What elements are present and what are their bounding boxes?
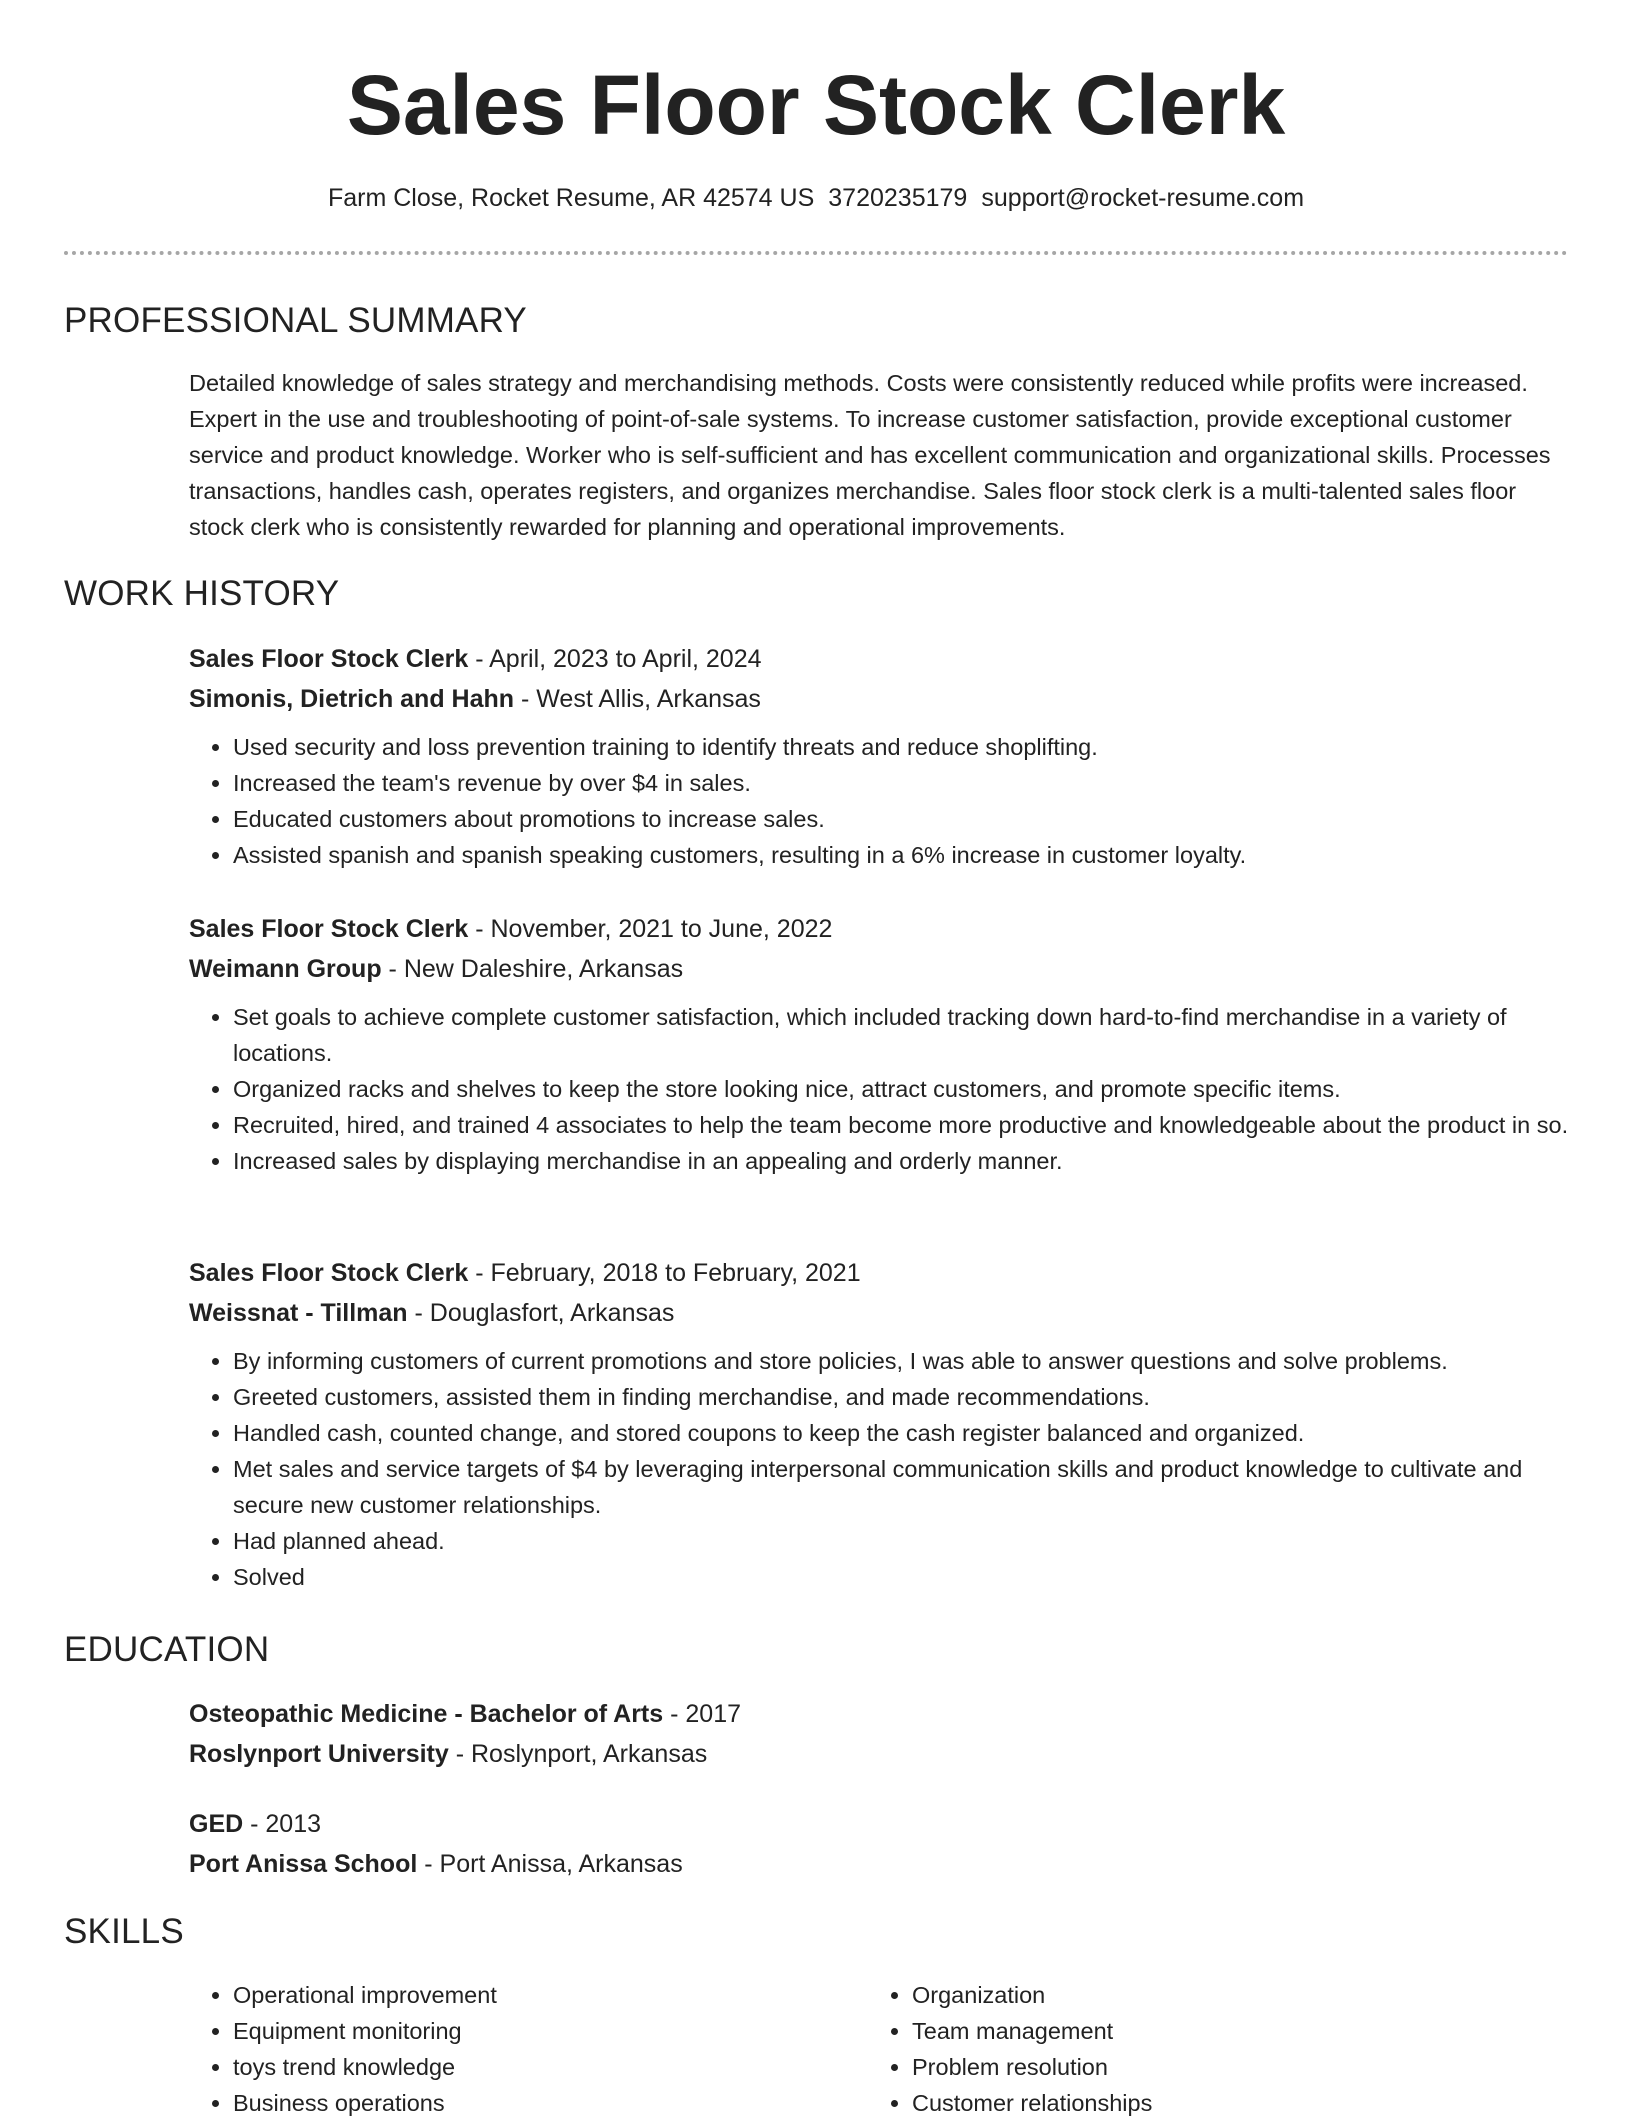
education-degree-line <box>189 1804 1569 1844</box>
education-entry <box>189 1804 1569 1884</box>
job-company-line <box>189 949 1569 989</box>
job-title-line <box>189 1253 1569 1293</box>
education-school-line <box>189 1844 1569 1884</box>
job-role: Sales Floor Stock Clerk <box>189 915 469 943</box>
section-title-education: EDUCATION <box>64 1630 270 1669</box>
education-degree: GED <box>189 1810 244 1838</box>
education-year: - 2017 <box>663 1700 742 1728</box>
skill-item: • Business operations <box>233 2085 497 2121</box>
job-company-line <box>189 679 1569 719</box>
job-bullet: • Had planned ahead. <box>233 1523 1569 1559</box>
job-bullet: • Assisted spanish and spanish speaking customers, resulting in a 6% increase in customer loyalty. <box>233 837 1569 873</box>
job-bullet: • Recruited, hired, and trained 4 associates to help the team become more productive and knowledgeable about the product in so. <box>233 1107 1569 1143</box>
job-title-line <box>189 639 1569 679</box>
job-bullet: • Met sales and service targets of $4 by leveraging interpersonal communication skills and product knowledge to cultivate and secure new customer relationships. <box>233 1451 1569 1523</box>
skill-item: • Organization <box>912 1977 1152 2013</box>
skill-item: • Operational improvement <box>233 1977 497 2013</box>
job-bullets <box>189 999 1569 1179</box>
job-bullet: • Solved <box>233 1559 1569 1595</box>
resume-name: Sales Floor Stock Clerk <box>346 58 1286 152</box>
job-dates: - November, 2021 to June, 2022 <box>468 915 833 943</box>
education-degree-line <box>189 1694 1569 1734</box>
job-bullet: • Used security and loss prevention training to identify threats and reduce shoplifting. <box>233 729 1569 765</box>
contact-email[interactable]: support@rocket-resume.com <box>981 184 1305 212</box>
job-location: - Douglasfort, Arkansas <box>407 1299 675 1327</box>
section-title-summary: PROFESSIONAL SUMMARY <box>64 301 527 340</box>
skill-item: • Customer relationships <box>912 2085 1152 2121</box>
job-bullet: • Handled cash, counted change, and stored coupons to keep the cash register balanced and organized. <box>233 1415 1569 1451</box>
job-entry <box>189 1253 1569 1595</box>
skill-item: • Team management <box>912 2013 1152 2049</box>
job-bullet: • Increased the team's revenue by over $4 in sales. <box>233 765 1569 801</box>
section-title-skills: SKILLS <box>64 1912 184 1951</box>
skills-column-left <box>189 1977 497 2121</box>
education-year: - 2013 <box>243 1810 322 1838</box>
education-school: Port Anissa School <box>189 1850 418 1878</box>
contact-line <box>0 182 1632 214</box>
job-bullet: • Set goals to achieve complete customer satisfaction, which included tracking down hard-to-find merchandise in a variety of locations. <box>233 999 1569 1071</box>
contact-phone: 3720235179 <box>828 184 968 212</box>
contact-address: Farm Close, Rocket Resume, AR 42574 US <box>327 184 815 212</box>
job-entry <box>189 639 1569 873</box>
job-dates: - April, 2023 to April, 2024 <box>468 645 762 673</box>
education-school: Roslynport University <box>189 1740 449 1768</box>
skills-column-right <box>868 1977 1152 2121</box>
job-bullet: • Organized racks and shelves to keep the store looking nice, attract customers, and promote specific items. <box>233 1071 1569 1107</box>
education-school-line <box>189 1734 1569 1774</box>
education-entry <box>189 1694 1569 1774</box>
skill-item: • Problem resolution <box>912 2049 1152 2085</box>
job-entry <box>189 909 1569 1179</box>
skill-item: • toys trend knowledge <box>233 2049 497 2085</box>
education-location: - Roslynport, Arkansas <box>448 1740 708 1768</box>
job-bullet: • Greeted customers, assisted them in finding merchandise, and made recommendations. <box>233 1379 1569 1415</box>
job-bullet: • Educated customers about promotions to increase sales. <box>233 801 1569 837</box>
job-company: Simonis, Dietrich and Hahn <box>189 685 515 713</box>
skill-item: • Equipment monitoring <box>233 2013 497 2049</box>
job-bullet: • Increased sales by displaying merchandise in an appealing and orderly manner. <box>233 1143 1569 1179</box>
job-company-line <box>189 1293 1569 1333</box>
job-role: Sales Floor Stock Clerk <box>189 645 469 673</box>
job-location: - West Allis, Arkansas <box>514 685 761 713</box>
job-bullets <box>189 729 1569 873</box>
job-role: Sales Floor Stock Clerk <box>189 1259 469 1287</box>
job-location: - New Daleshire, Arkansas <box>381 955 684 983</box>
job-bullets <box>189 1343 1569 1595</box>
job-company: Weimann Group <box>189 955 382 983</box>
job-company: Weissnat - Tillman <box>189 1299 408 1327</box>
education-degree: Osteopathic Medicine - Bachelor of Arts <box>189 1700 664 1728</box>
job-dates: - February, 2018 to February, 2021 <box>468 1259 861 1287</box>
job-title-line <box>189 909 1569 949</box>
education-location: - Port Anissa, Arkansas <box>417 1850 683 1878</box>
header-divider <box>64 251 1568 255</box>
section-title-work-history: WORK HISTORY <box>64 574 340 613</box>
summary-text: Detailed knowledge of sales strategy and merchandising methods. Costs were consistently reduced while profits were increased. Expert in the use and troubleshooting of point-of-sale systems. To increase customer satisfaction, provide exceptional customer service and product knowledge. Worker who is self-sufficient and has excellent communication and organizational skills. Processes transactions, handles cash, operates registers, and organizes merchandise. Sales floor stock clerk is a multi-talented sales floor stock clerk who is consistently rewarded for planning and operational improvements. <box>189 370 1551 540</box>
job-bullet: • By informing customers of current promotions and store policies, I was able to answer questions and solve problems. <box>233 1343 1569 1379</box>
